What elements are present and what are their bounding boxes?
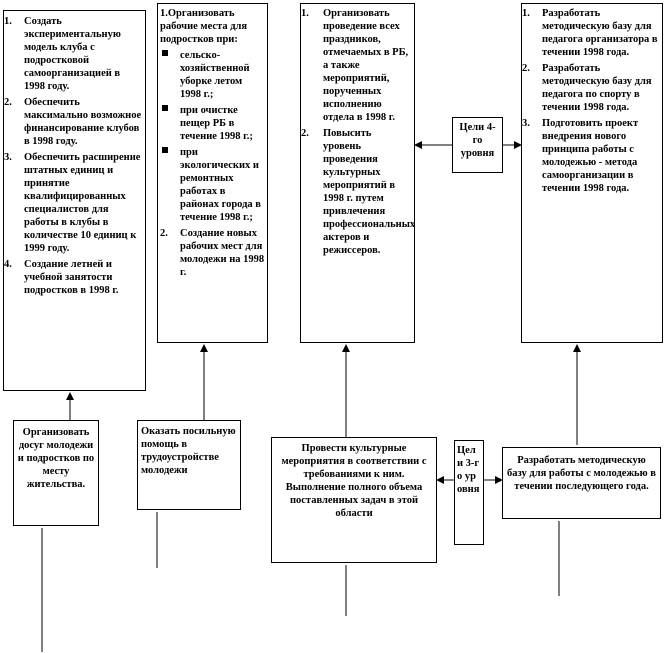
goal-c-item-2: 2. Повысить уровень проведения культурных мероприятий в 1998 г. путем привлечения профессиональных актеров и режиссеров.	[301, 128, 416, 256]
goal-box-g: Провести культурные мероприятия в соответствии с требованиями к ним. Выполнение полного объема поставленных задач в этой области	[271, 437, 437, 563]
goal-box-c	[300, 3, 415, 343]
goal-a-item-2: 2. Обеспечить максимально возможное финансирование клубов в 1998 году.	[4, 97, 142, 147]
goal-b-bullet-3: при экологических и ремонтных работах в районах города в течение 1998 г.;	[160, 146, 265, 224]
square-bullet-icon	[162, 147, 168, 153]
square-bullet-icon	[162, 105, 168, 111]
goal-a-item-3: 3. Обеспечить расширение штатных единиц и принятие квалифицированных специалистов для работы в клубы в количестве 10 единиц к 1999 году.	[4, 152, 141, 254]
goal-d-item-1: 1. Разработать методическую базу для педагога организатора в течении 1998 года.	[522, 8, 658, 58]
goal-c-item-1: 1. Организовать проведение всех праздников, отмечаемых в РБ, а также мероприятий, порученных исполнению отдела в 1998 г.	[301, 8, 409, 123]
level-3-label: Цели 3-го уровня	[454, 440, 484, 545]
goal-b-heading: 1.Организовать рабочие места для подростков при:	[160, 8, 248, 45]
goal-box-e: Организовать досуг молодежи и подростков по месту жительства.	[13, 420, 99, 526]
square-bullet-icon	[162, 50, 168, 56]
goal-a-item-4: 4. Создание летней и учебной занятости подростков в 1998 г.	[4, 259, 119, 296]
goal-b-bullet-2: при очистке пещер РБ в течение 1998 г.;	[160, 104, 265, 143]
goal-box-d	[521, 3, 663, 343]
goal-b-bullet-1: сельско-хозяйственной уборке летом 1998 г.;	[160, 49, 265, 101]
level-4-label: Цели 4-го уровня	[452, 117, 503, 173]
goal-box-f: Оказать посильную помощь в трудоустройстве молодежи	[137, 420, 241, 510]
goal-b-item-2: 2. Создание новых рабочих мест для молодежи на 1998 г.	[160, 228, 265, 278]
goal-box-a	[3, 10, 146, 391]
goal-a-item-1: 1. Создать экспериментальную модель клуба с подростковой самоорганизацией в 1998 году.	[4, 16, 121, 92]
goal-box-b	[157, 3, 268, 343]
goal-box-h: Разработать методическую базу для работы с молодежью в течении последующего года.	[502, 447, 661, 519]
goal-d-item-3: 3. Подготовить проект внедрения нового принципа работы с молодежью - метода самоорганизации в течении 1998 года.	[522, 118, 639, 194]
goal-d-item-2: 2. Разработать методическую базу для педагога по спорту в течении 1998 года.	[522, 63, 652, 113]
